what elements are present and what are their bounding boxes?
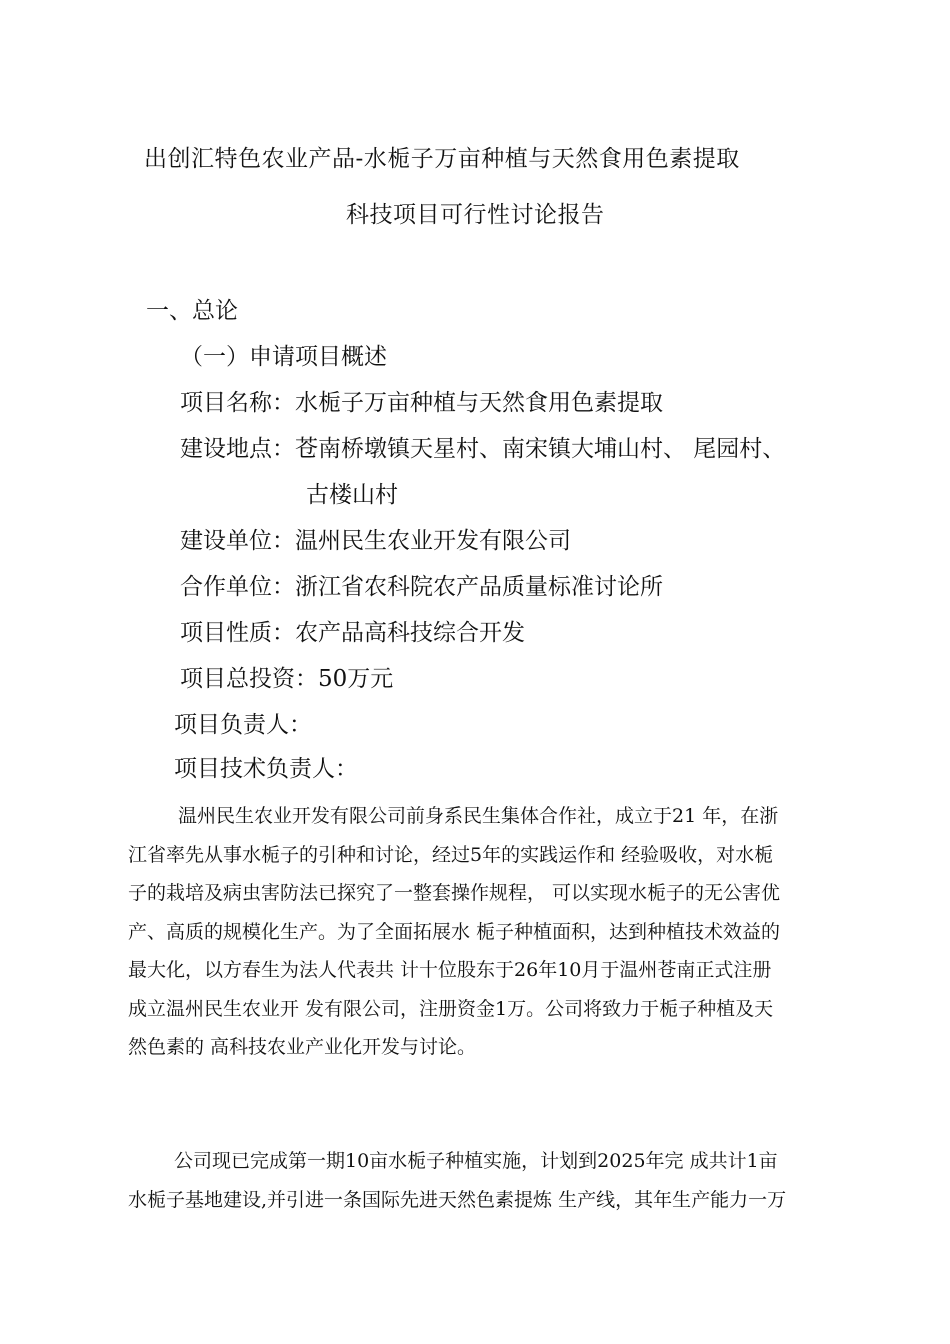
body-paragraph-1 [128,797,832,1067]
section-heading: 一、总论 [146,298,238,324]
body-paragraph-2 [128,1142,832,1219]
field-location: 建设地点：苍南桥墩镇天星村、南宋镇大埔山村、 尾园村、 [180,436,786,462]
paragraph-line: 成立温州民生农业开 发有限公司，注册资金1万。公司将致力于栀子种植及天 [128,997,774,1020]
paragraph-line: 最大化，以方春生为法人代表共 计十位股东于26年10月于温州苍南正式注册 [128,959,772,981]
field-partner: 合作单位：浙江省农科院农产品质量标准讨论所 [180,574,663,600]
document-title-line-1: 出创汇特色农业产品-水栀子万亩种植与天然食用色素提取 [144,146,740,172]
paragraph-line: 产、高质的规模化生产。为了全面拓展水 栀子种植面积，达到种植技术效益的 [128,920,781,943]
field-investment: 项目总投资：50万元 [180,666,394,692]
field-project-leader: 项目负责人： [174,712,312,738]
field-location-continued: 古楼山村 [306,482,398,508]
field-builder: 建设单位：温州民生农业开发有限公司 [180,528,571,554]
subsection-heading: （一）申请项目概述 [180,344,387,370]
document-title-line-2: 科技项目可行性讨论报告 [346,202,605,228]
paragraph-line: 公司现已完成第一期10亩水栀子种植实施，计划到2025年完 成共计1亩 [174,1150,778,1172]
paragraph-line: 然色素的 高科技农业产业化开发与讨论。 [128,1036,477,1058]
paragraph-line: 水栀子基地建设,并引进一条国际先进天然色素提炼 生产线，其年生产能力一万 [128,1188,787,1211]
field-nature: 项目性质：农产品高科技综合开发 [180,620,525,646]
paragraph-line: 子的栽培及病虫害防法已探究了一整套操作规程， 可以实现水栀子的无公害优 [128,882,781,904]
paragraph-line: 温州民生农业开发有限公司前身系民生集体合作社，成立于21 年，在浙 [178,805,779,827]
paragraph-line: 江省率先从事水栀子的引种和讨论，经过5年的实践运作和 经验吸收，对水栀 [128,843,774,866]
field-tech-leader: 项目技术负责人： [174,756,358,782]
field-project-name: 项目名称：水栀子万亩种植与天然食用色素提取 [180,390,663,416]
